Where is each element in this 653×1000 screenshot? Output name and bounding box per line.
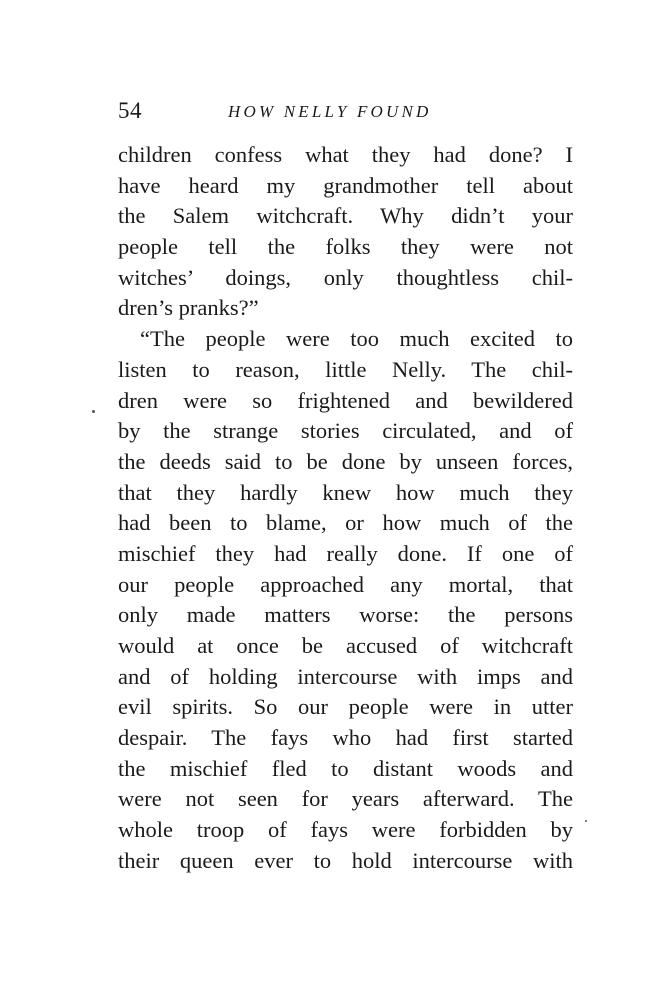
text-line: whole troop of fays were forbidden by bbox=[118, 817, 573, 843]
text-line: “The people were too much excited to bbox=[140, 326, 573, 352]
text-line: people tell the folks they were not bbox=[118, 234, 573, 260]
body-text bbox=[118, 140, 573, 877]
text-line: evil spirits. So our people were in utter bbox=[118, 694, 573, 720]
text-line: that they hardly knew how much they bbox=[118, 479, 573, 505]
print-speck bbox=[92, 410, 95, 413]
running-title: HOW NELLY FOUND bbox=[228, 102, 432, 121]
text-line: dren’s pranks?” bbox=[118, 295, 259, 321]
page-header bbox=[118, 98, 578, 130]
text-line: witches’ doings, only thoughtless chil- bbox=[118, 264, 573, 290]
text-line: dren were so frightened and bewildered bbox=[118, 387, 573, 413]
text-line: the deeds said to be done by unseen forces, bbox=[118, 448, 573, 474]
text-line: the Salem witchcraft. Why didn’t your bbox=[118, 203, 573, 229]
text-line: children confess what they had done? I bbox=[118, 142, 573, 167]
text-line: the mischief fled to distant woods and bbox=[118, 755, 573, 781]
text-line: our people approached any mortal, that bbox=[118, 571, 573, 597]
text-line: would at once be accused of witchcraft bbox=[118, 633, 573, 658]
page-number: 54 bbox=[118, 98, 142, 123]
text-line: mischief they had really done. If one of bbox=[118, 540, 573, 566]
text-line: despair. The fays who had first started bbox=[118, 725, 573, 751]
text-line: had been to blame, or how much of the bbox=[118, 510, 573, 536]
print-speck bbox=[585, 820, 587, 822]
text-line: have heard my grandmother tell about bbox=[118, 172, 573, 198]
text-line: only made matters worse: the persons bbox=[118, 602, 573, 628]
text-line: their queen ever to hold intercourse with bbox=[118, 847, 573, 873]
text-line: by the strange stories circulated, and of bbox=[118, 418, 573, 444]
text-line: and of holding intercourse with imps and bbox=[118, 663, 573, 689]
text-line: listen to reason, little Nelly. The chil- bbox=[118, 356, 573, 382]
text-line: were not seen for years afterward. The bbox=[118, 786, 573, 812]
